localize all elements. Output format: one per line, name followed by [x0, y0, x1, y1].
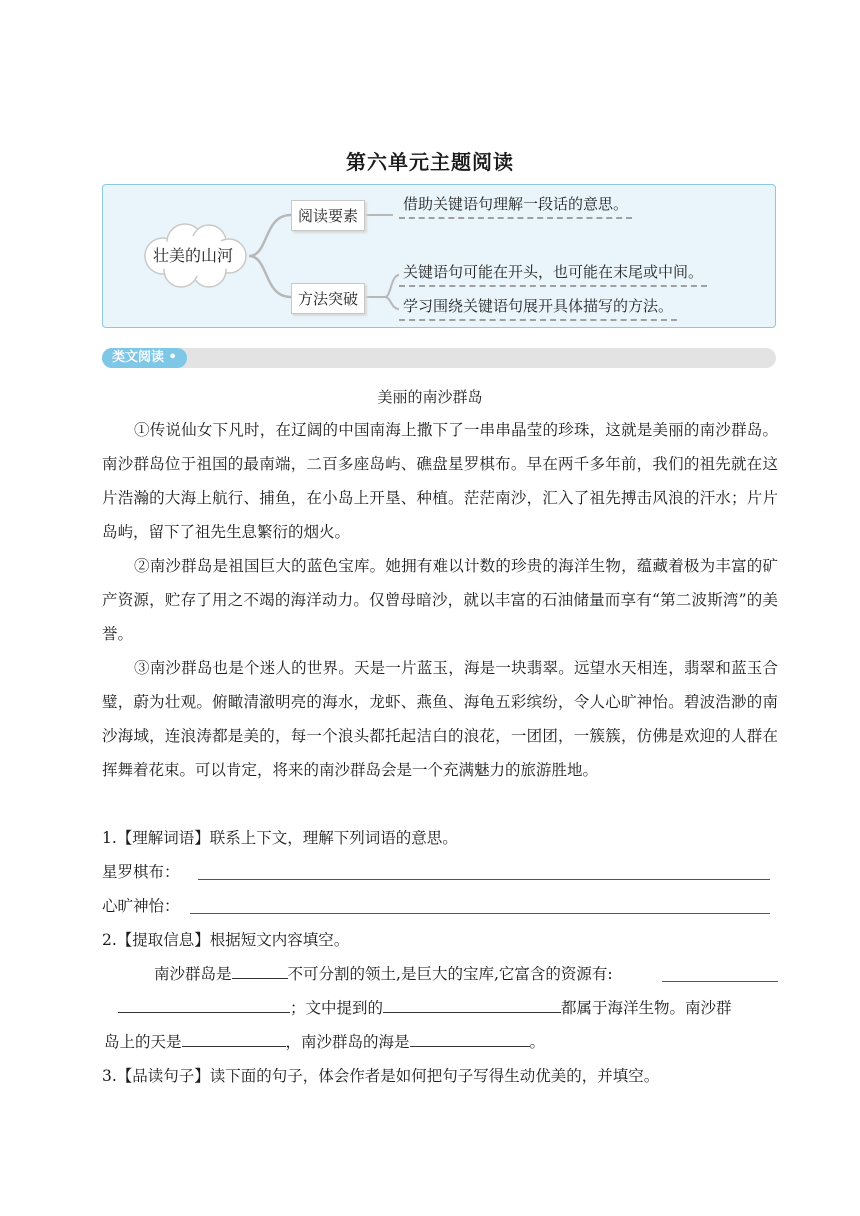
mind-map-leaf-1: 借助关键语句理解一段话的意思。 — [399, 193, 632, 219]
question-3: 3.【品读句子】读下面的句子，体会作者是如何把句子写得生动优美的，并填空。 — [102, 1067, 660, 1085]
mind-map-leaf-2: 关键语句可能在开头，也可能在末尾或中间。 — [399, 261, 707, 287]
mind-map-leaf-3: 学习围绕关键语句展开具体描写的方法。 — [399, 295, 677, 321]
section-label: 类文阅读 • — [102, 348, 187, 368]
answer-blank[interactable] — [232, 960, 288, 979]
question-2-text: ；文中提到的 — [290, 999, 384, 1017]
question-2-text: 不可分割的领土,是巨大的宝库,它富含的资源有: — [287, 965, 613, 983]
answer-blank[interactable] — [118, 994, 290, 1013]
question-2-text: 岛上的天是 — [104, 1033, 182, 1051]
question-2-line-3 — [104, 1025, 545, 1059]
page-title: 第六单元主题阅读 — [346, 150, 514, 174]
question-1: 1.【理解词语】联系上下文，理解下列词语的意思。 — [102, 829, 458, 847]
passage-paragraph-1: ①传说仙女下凡时，在辽阔的中国南海上撒下了一串串晶莹的珍珠，这就是美丽的南沙群岛。南沙群岛位于祖国的最南端，二百多座岛屿、礁盘星罗棋布。早在两千多年前，我们的祖先就在这片浩瀚的大海上航行、捕鱼，在小岛上开垦、种植。茫茫南沙，汇入了祖先搏击风浪的汗水；片片岛屿，留下了祖先生息繁衍的烟火。 — [102, 421, 778, 541]
question-2: 2.【提取信息】根据短文内容填空。 — [102, 931, 350, 949]
answer-blank[interactable] — [410, 1028, 530, 1047]
answer-line-term-1[interactable] — [198, 879, 770, 880]
question-2-text: ，南沙群岛的海是 — [285, 1033, 410, 1051]
question-2-text: 。 — [529, 1033, 546, 1051]
answer-blank[interactable] — [182, 1028, 286, 1047]
question-2-line-1 — [154, 957, 613, 991]
mind-map — [102, 184, 776, 328]
passage-paragraph-2: ②南沙群岛是祖国巨大的蓝色宝库。她拥有难以计数的珍贵的海洋生物，蕴藏着极为丰富的矿产资源，贮存了用之不竭的海洋动力。仅曾母暗沙，就以丰富的石油储量而享有“第二波斯湾”的美誉。 — [102, 557, 778, 643]
question-2-line-2 — [118, 991, 732, 1025]
question-2-text: 都属于海洋生物。南沙群 — [561, 999, 732, 1017]
answer-blank[interactable] — [662, 981, 778, 982]
answer-line-term-2[interactable] — [190, 913, 770, 914]
question-2-text: 南沙群岛是 — [154, 965, 232, 983]
passage-paragraph-3: ③南沙群岛也是个迷人的世界。天是一片蓝玉，海是一块翡翠。远望水天相连，翡翠和蓝玉合璧，蔚为壮观。俯瞰清澈明亮的海水，龙虾、燕鱼、海龟五彩缤纷，令人心旷神怡。碧波浩渺的南沙海域，连浪涛都是美的，每一个浪头都托起洁白的浪花，一团团，一簇簇，仿佛是欢迎的人群在挥舞着花束。可以肯定，将来的南沙群岛会是一个充满魅力的旅游胜地。 — [102, 659, 778, 779]
section-divider — [102, 348, 776, 368]
mind-map-branch-2: 方法突破 — [291, 283, 365, 314]
question-1-term-1: 星罗棋布： — [102, 863, 180, 881]
answer-blank[interactable] — [383, 994, 561, 1013]
mind-map-branch-1: 阅读要素 — [291, 200, 365, 231]
passage-title: 美丽的南沙群岛 — [377, 388, 483, 406]
mind-map-center: 壮美的山河 — [152, 246, 233, 265]
question-1-term-2: 心旷神怡： — [102, 897, 180, 915]
